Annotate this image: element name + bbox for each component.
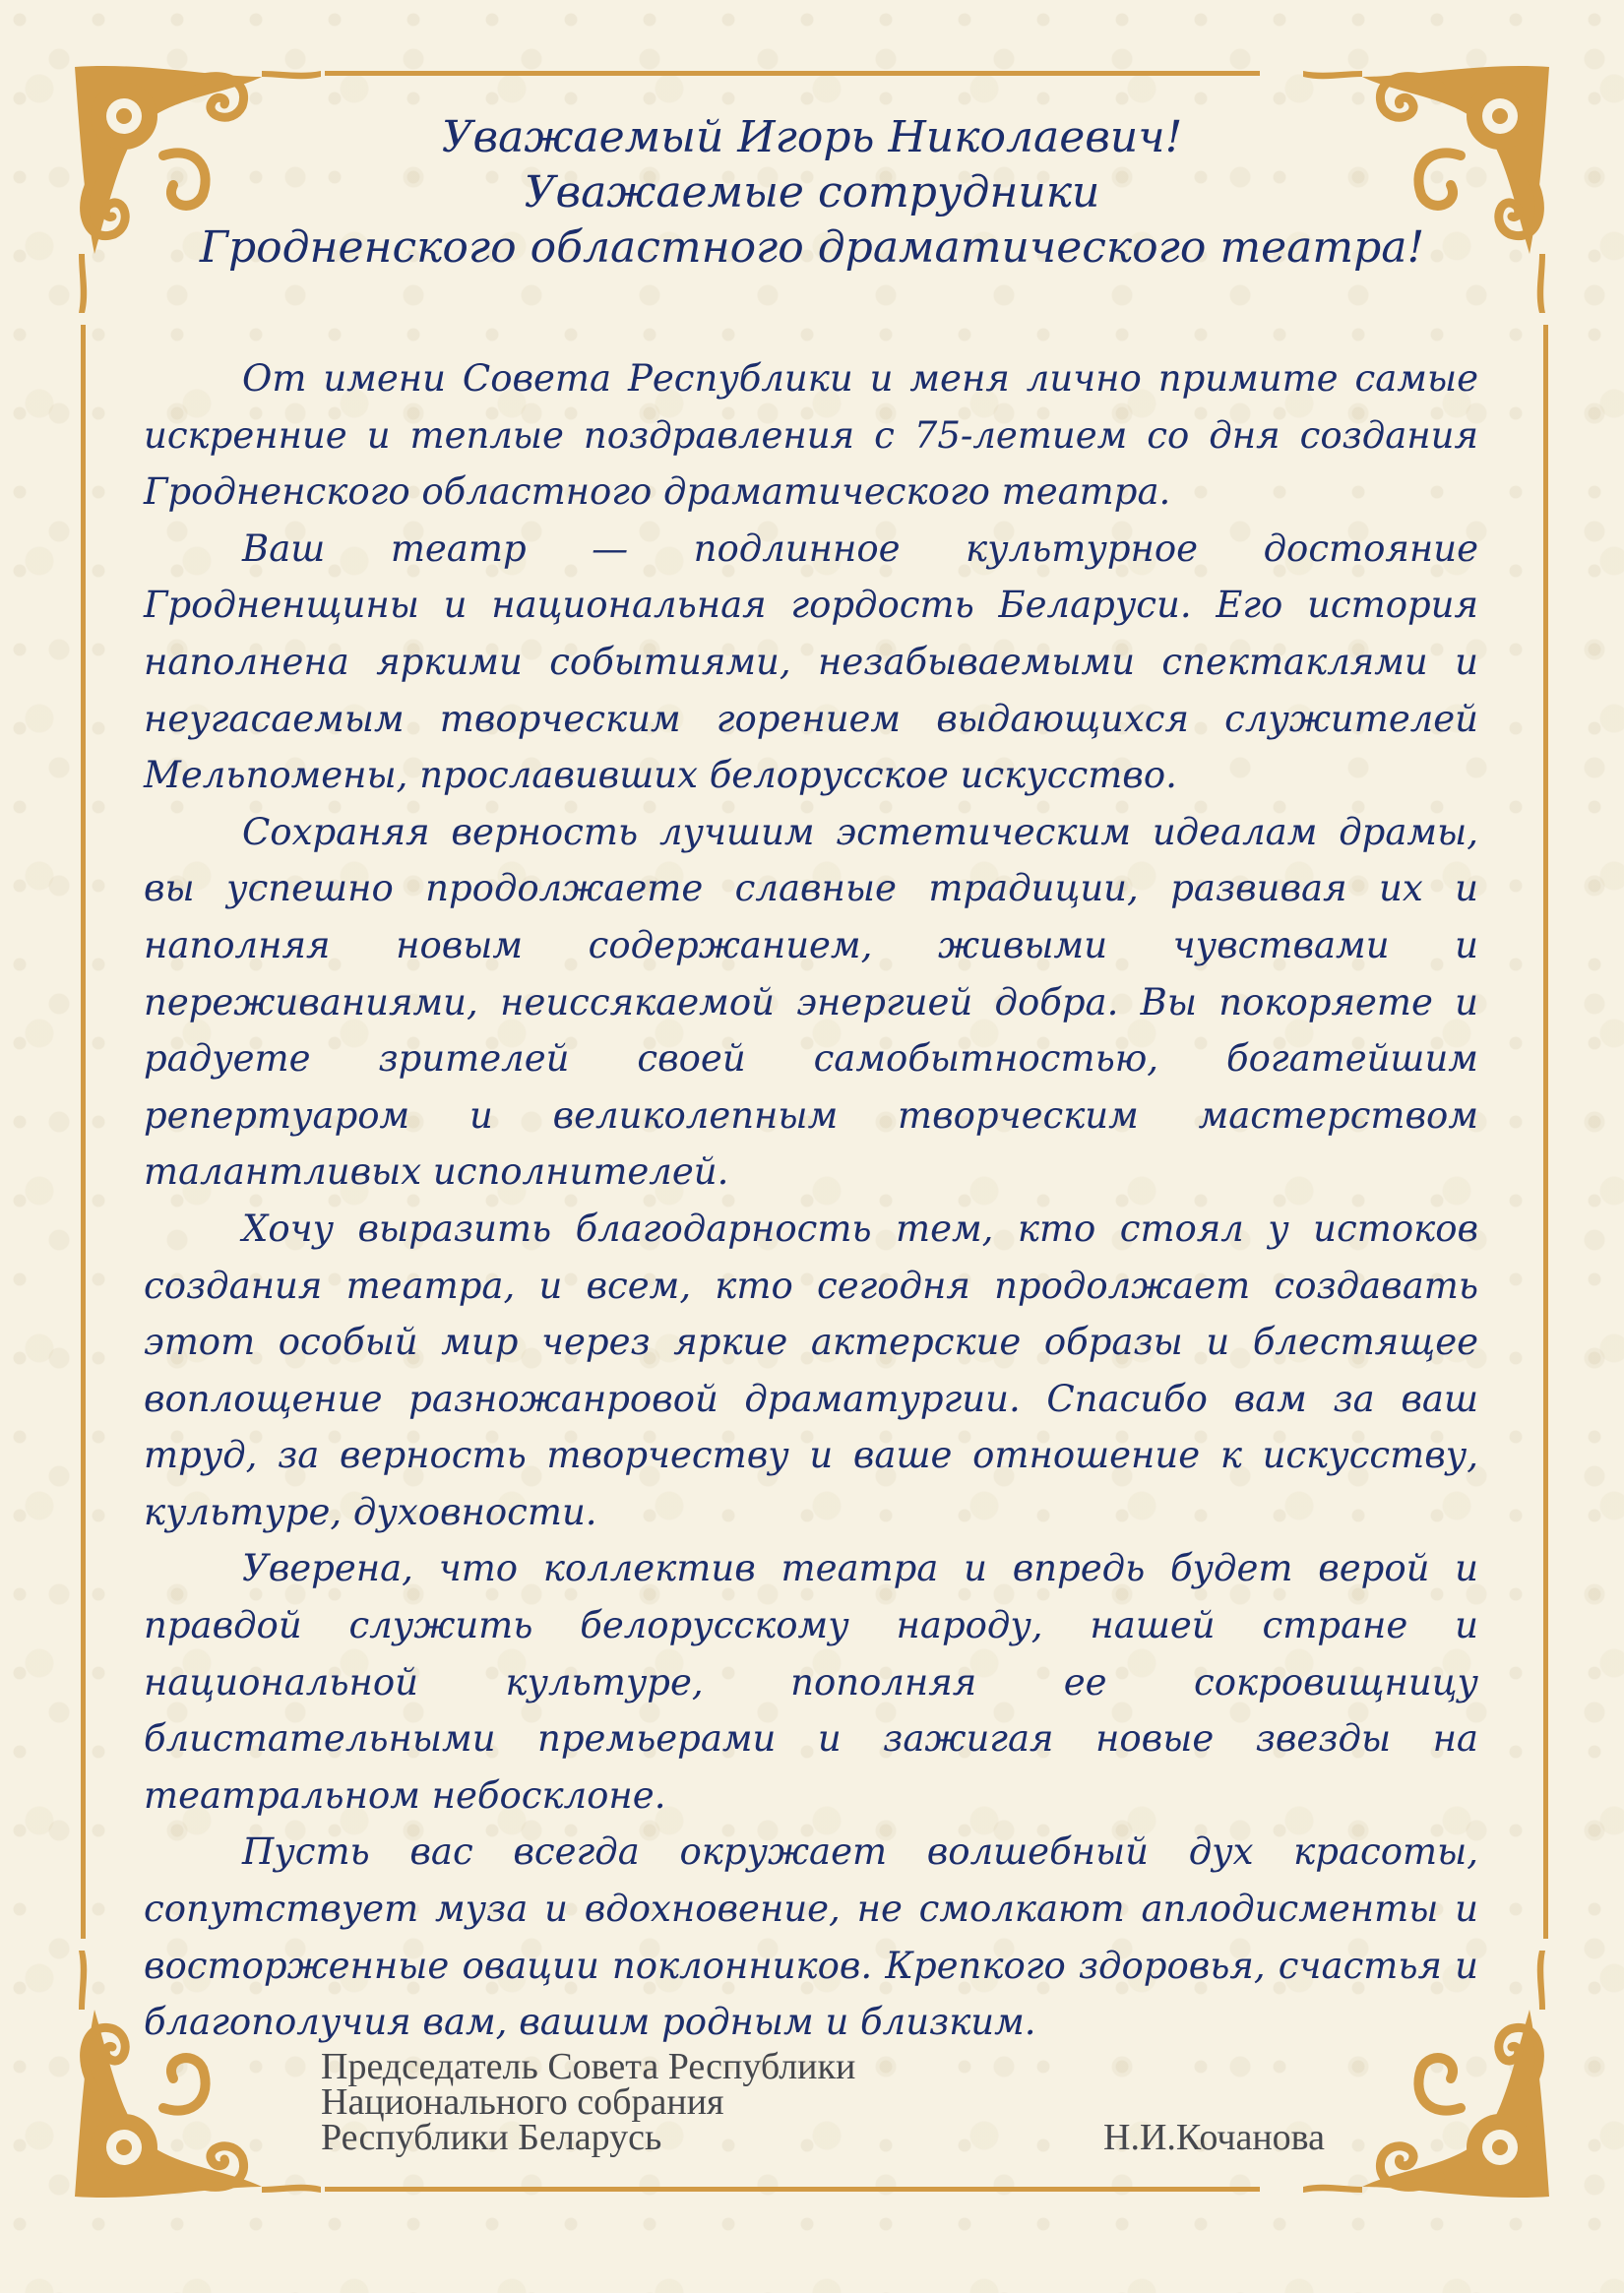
frame-left-line	[81, 325, 86, 1939]
body-paragraph: От имени Совета Республики и меня лично примите самые искренние и теплые поздравления с 75-летием со дня создания Гродненского областного драматического театра.	[144, 357, 1478, 514]
greeting-line-1: Уважаемый Игорь Николаевич!	[441, 112, 1183, 162]
body-paragraph: Хочу выразить благодарность тем, кто стоял у истоков создания театра, и всем, кто сегодня продолжает создавать этот особый мир через яркие актерские образы и блестящее воплощение разножанровой драматургии. Спасибо вам за ваш труд, за верность творчеству и ваше отношение к искусству, культуре, духовности.	[144, 1207, 1478, 1533]
body-paragraph: Ваш театр — подлинное культурное достояние Гродненщины и национальная гордость Беларуси. Его история наполнена яркими событиями, незабываемыми спектаклями и неугасаемым творческим горением выдающихся служителей Мельпомены, прославивших белорусское искусство.	[144, 527, 1478, 797]
frame-right-line	[1543, 325, 1548, 1939]
frame-bottom-line	[325, 2187, 1260, 2192]
letter-greeting	[197, 110, 1427, 276]
signatory-title-line-3: Республики Беларусь	[321, 2117, 662, 2158]
signatory-name: Н.И.Кочанова	[1103, 2117, 1325, 2158]
body-paragraph: Сохраняя верность лучшим эстетическим идеалам драмы, вы успешно продолжаете славные традиции, развивая их и наполняя новым содержанием, живыми чувствами и переживаниями, неиссякаемой энергией добра. Вы покоряете и радуете зрителей своей самобытностью, богатейшим репертуаром и великолепным творческим мастерством талантливых исполнителей.	[144, 810, 1478, 1194]
greeting-line-3: Гродненского областного драматического театра!	[199, 222, 1425, 273]
letter-body	[144, 350, 1478, 2051]
signatory-title-line-2: Национального собрания	[321, 2081, 724, 2123]
signature-block	[321, 2046, 1325, 2158]
body-paragraph: Уверена, что коллектив театра и впредь будет верой и правдой служить белорусскому народу, нашей стране и национальной культуре, пополняя ее сокровищницу блистательными премьерами и зажигая новые звезды на театральном небосклоне.	[144, 1547, 1478, 1817]
greeting-line-2: Уважаемые сотрудники	[524, 167, 1100, 217]
frame-top-line	[325, 71, 1260, 76]
body-paragraph: Пусть вас всегда окружает волшебный дух красоты, сопутствует муза и вдохновение, не смолкают аплодисменты и восторженные овации поклонников. Крепкого здоровья, счастья и благополучия вам, вашим родным и близким.	[144, 1830, 1478, 2044]
signatory-title-line-1: Председатель Совета Республики	[321, 2046, 856, 2087]
